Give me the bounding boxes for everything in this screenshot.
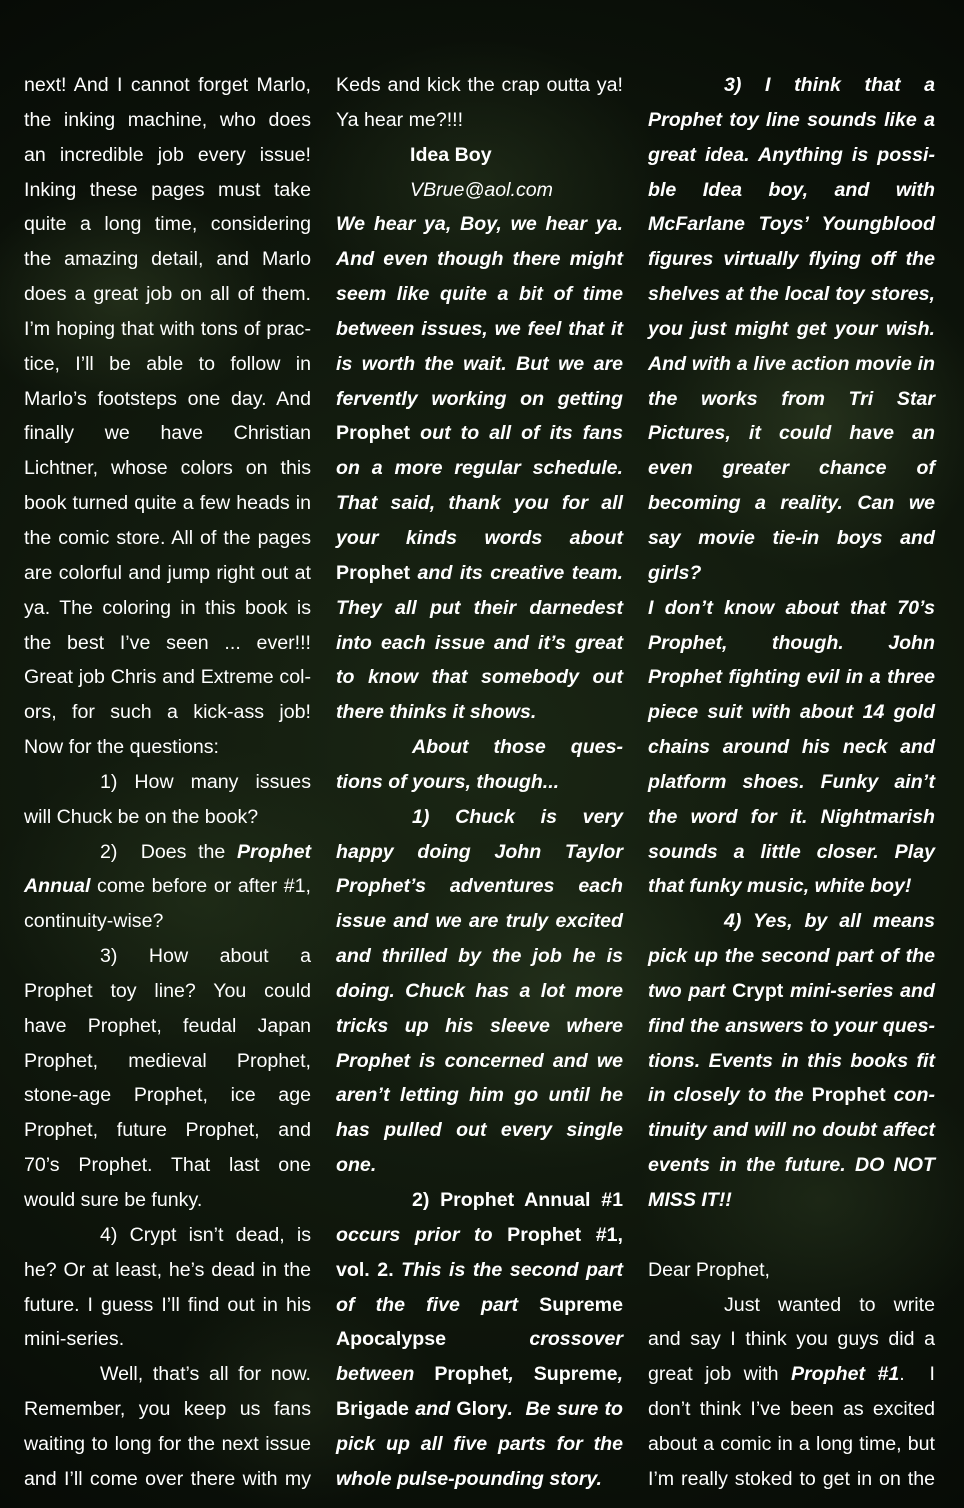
- text-run: . Be sure to: [507, 1398, 623, 1421]
- text-line: happy doing John Taylor: [336, 840, 623, 863]
- text-line: whole pulse-pounding story.: [336, 1467, 602, 1490]
- text-line: between issues, we feel that it: [336, 317, 623, 340]
- letter-column-3: [648, 68, 935, 1497]
- title-reference: Brigade: [336, 1398, 409, 1421]
- text-line: I don’t know about that 70’s: [648, 596, 935, 619]
- text-line: ble Idea boy, and with: [648, 178, 935, 201]
- text-run: of the five part: [336, 1293, 540, 1316]
- text-line: And even though there might: [336, 248, 623, 271]
- text-line: tions. Events in this books fit: [648, 1049, 935, 1072]
- text-run: two part: [648, 979, 733, 1002]
- text-line: tinuity and will no doubt affect: [648, 1119, 935, 1142]
- text-line: Prophet’s adventures each: [336, 875, 623, 898]
- text-line: Remember, you keep us fans: [24, 1398, 311, 1421]
- title-reference: Glory: [456, 1398, 508, 1421]
- text-run: crossover: [446, 1328, 623, 1351]
- text-line: 3) I think that a: [724, 74, 935, 96]
- text-line: We hear ya, Boy, we hear ya.: [336, 213, 623, 236]
- text-line: [648, 1357, 935, 1392]
- text-line: [336, 1322, 623, 1357]
- text-line: the amazing detail, and Marlo: [24, 248, 311, 271]
- text-line: 70’s Prophet. That last one: [24, 1154, 311, 1177]
- text-line: mini-series.: [24, 1328, 125, 1351]
- text-line: girls?: [648, 561, 702, 584]
- text-line: has pulled out every single: [336, 1119, 623, 1142]
- text-line: [336, 1218, 623, 1253]
- text-line: pick up the second part of the: [648, 945, 935, 968]
- text-line: Great job Chris and Extreme col-: [24, 666, 311, 689]
- title-reference: Prophet #1: [790, 1363, 900, 1386]
- title-reference: vol. 2.: [336, 1258, 394, 1281]
- text-line: Prophet, medieval Prophet,: [24, 1049, 311, 1072]
- text-line: ors, for such a kick-ass job!: [24, 701, 311, 724]
- text-line: That said, thank you for all: [336, 492, 623, 515]
- text-line: great idea. Anything is possi-: [648, 143, 935, 166]
- text-run: out to all of its fans: [410, 422, 623, 445]
- text-line: the inking machine, who does: [24, 108, 311, 131]
- text-line: 2) Prophet Annual #1: [412, 1189, 623, 1211]
- text-line: about a comic in a long time, but: [648, 1432, 935, 1455]
- text-line: tricks up his sleeve where: [336, 1014, 623, 1037]
- text-line: Prophet toy line? You could: [24, 979, 311, 1002]
- text-line: sounds a little closer. Play: [648, 840, 935, 863]
- text-line: pick up all five parts for the: [336, 1432, 623, 1455]
- text-line: 1) How many issues: [100, 770, 311, 793]
- text-line: tions of yours, though...: [336, 770, 560, 793]
- letter-column-2: [336, 68, 623, 1497]
- text-line: [648, 974, 935, 1009]
- text-line: he? Or at least, he’s dead in the: [24, 1258, 311, 1281]
- text-line: the works from Tri Star: [648, 387, 935, 410]
- text-line: McFarlane Toys’ Youngblood: [648, 213, 935, 236]
- text-line: stone-age Prophet, ice age: [24, 1084, 311, 1107]
- blank-line: [648, 1218, 935, 1253]
- text-line: that funky music, white boy!: [648, 875, 912, 898]
- text-line: book turned quite a few heads in: [24, 492, 311, 515]
- text-line: Marlo’s footsteps one day. And: [24, 387, 311, 410]
- text-run: ,: [508, 1363, 534, 1386]
- text-line: Prophet toy line sounds like a: [648, 108, 935, 131]
- text-run: come before or after #1,: [90, 875, 311, 898]
- title-reference: Prophet: [434, 1363, 509, 1386]
- text-line: Prophet fighting evil in a three: [648, 666, 935, 689]
- title-reference: Crypt: [732, 979, 784, 1002]
- text-line: [336, 1288, 623, 1323]
- title-reference: Prophet #1,: [507, 1223, 623, 1246]
- text-run: . I: [899, 1363, 935, 1386]
- text-run: 2) Does the: [100, 840, 237, 863]
- text-line: would sure be funky.: [24, 1189, 203, 1211]
- text-line: on a more regular schedule.: [336, 457, 623, 480]
- text-line: ya. The coloring in this book is: [24, 596, 311, 619]
- title-reference: Supreme: [539, 1293, 623, 1316]
- text-line: your kinds words about: [336, 526, 623, 549]
- letter-signature-email: VBrue@aol.com: [410, 178, 553, 201]
- text-line: [336, 1392, 623, 1427]
- text-line: Just wanted to write: [724, 1293, 935, 1316]
- text-line: next! And I cannot forget Marlo,: [24, 74, 311, 96]
- text-line: And with a live action movie in: [648, 352, 935, 375]
- text-line: piece suit with about 14 gold: [648, 701, 935, 724]
- text-line: are colorful and jump right out at: [24, 561, 311, 584]
- text-line: events in the future. DO NOT: [648, 1154, 935, 1177]
- text-line: [24, 869, 311, 904]
- text-line: They all put their darnedest: [336, 596, 623, 619]
- text-line: continuity-wise?: [24, 910, 164, 933]
- title-reference: Annual: [24, 875, 91, 898]
- text-run: and: [408, 1398, 457, 1421]
- title-reference: Prophet: [336, 422, 411, 445]
- text-line: doing. Chuck has a lot more: [336, 979, 623, 1002]
- text-line: becoming a reality. Can we: [648, 492, 935, 515]
- text-run: in closely to the: [648, 1084, 812, 1107]
- text-line: [336, 1253, 623, 1288]
- text-line: Prophet, though. John: [648, 631, 935, 654]
- text-run: ,: [617, 1363, 624, 1386]
- text-line: an incredible job every issue!: [24, 143, 311, 166]
- text-line: don’t think I’ve been as excited: [648, 1398, 935, 1421]
- text-line: 4) Yes, by all means: [724, 910, 935, 933]
- text-line: I’m really stoked to get in on the: [648, 1467, 935, 1490]
- text-line: Pictures, it could have an: [648, 422, 935, 445]
- text-line: Keds and kick the crap outta ya!: [336, 74, 623, 96]
- text-run: and its creative team.: [410, 561, 623, 584]
- text-line: quite a long time, considering: [24, 213, 311, 236]
- text-line: [336, 556, 623, 591]
- title-reference: Prophet: [336, 561, 411, 584]
- text-line: the word for it. Nightmarish: [648, 805, 935, 828]
- text-line: Lichtner, whose colors on this: [24, 457, 311, 480]
- text-line: platform shoes. Funky ain’t: [648, 770, 935, 793]
- text-run: occurs prior to: [336, 1223, 508, 1246]
- text-line: does a great job on all of them.: [24, 283, 311, 306]
- text-line: one.: [336, 1154, 377, 1177]
- text-line: shelves at the local toy stores,: [648, 283, 935, 306]
- title-reference: Prophet: [811, 1084, 886, 1107]
- text-line: will Chuck be on the book?: [24, 805, 259, 828]
- text-line: tice, I’ll be able to follow in: [24, 352, 311, 375]
- text-line: and I’ll come over there with my: [24, 1467, 311, 1490]
- text-line: finally we have Christian: [24, 422, 311, 445]
- text-line: and thrilled by the job he is: [336, 945, 623, 968]
- text-line: Prophet is concerned and we: [336, 1049, 623, 1072]
- text-line: waiting to long for the next issue: [24, 1432, 311, 1455]
- text-line: 3) How about a: [100, 945, 311, 968]
- text-line: [336, 416, 623, 451]
- text-line: [24, 835, 311, 870]
- letter-salutation: Dear Prophet,: [648, 1258, 770, 1281]
- title-reference: Prophet: [236, 840, 311, 863]
- text-line: you just might get your wish.: [648, 317, 935, 340]
- title-reference: Supreme: [533, 1363, 618, 1386]
- title-reference: Apocalypse: [336, 1328, 446, 1351]
- text-line: there thinks it shows.: [336, 701, 537, 724]
- text-line: [336, 1357, 623, 1392]
- text-line: Prophet, future Prophet, and: [24, 1119, 311, 1142]
- text-line: the comic store. All of the pages: [24, 526, 311, 549]
- text-line: Ya hear me?!!!: [336, 108, 464, 131]
- text-run: great job with: [648, 1363, 791, 1386]
- text-line: into each issue and it’s great: [336, 631, 623, 654]
- text-line: Inking these pages must take: [24, 178, 311, 201]
- letter-column-1: [24, 68, 311, 1497]
- text-line: About those ques-: [412, 736, 623, 759]
- text-line: even greater chance of: [648, 457, 935, 480]
- letter-signature-name: Idea Boy: [410, 143, 492, 166]
- text-line: 4) Crypt isn’t dead, is: [100, 1223, 311, 1246]
- text-line: MISS IT!!: [648, 1189, 732, 1211]
- text-line: 1) Chuck is very: [412, 805, 623, 828]
- text-run: between: [336, 1363, 435, 1386]
- text-line: issue and we are truly excited: [336, 910, 623, 933]
- text-line: say movie tie-in boys and: [648, 526, 935, 549]
- text-line: aren’t letting him go until he: [336, 1084, 623, 1107]
- text-line: the best I’ve seen ... ever!!!: [24, 631, 311, 654]
- text-line: to know that somebody out: [336, 666, 623, 689]
- text-line: I’m hoping that with tons of prac-: [24, 317, 311, 340]
- text-line: fervently working on getting: [336, 387, 623, 410]
- text-line: is worth the wait. But we are: [336, 352, 623, 375]
- text-line: Well, that’s all for now.: [100, 1363, 311, 1386]
- text-run: con-: [885, 1084, 935, 1107]
- text-line: [648, 1078, 935, 1113]
- text-line: future. I guess I’ll find out in his: [24, 1293, 311, 1316]
- text-line: chains around his neck and: [648, 736, 935, 759]
- text-line: and say I think you guys did a: [648, 1328, 935, 1351]
- text-run: mini-series and: [783, 979, 935, 1002]
- text-line: find the answers to your ques-: [648, 1014, 935, 1037]
- text-line: have Prophet, feudal Japan: [24, 1014, 311, 1037]
- text-line: seem like quite a bit of time: [336, 283, 623, 306]
- text-run: This is the second part: [393, 1258, 623, 1281]
- text-line: figures virtually flying off the: [648, 248, 935, 271]
- text-line: Now for the questions:: [24, 736, 219, 759]
